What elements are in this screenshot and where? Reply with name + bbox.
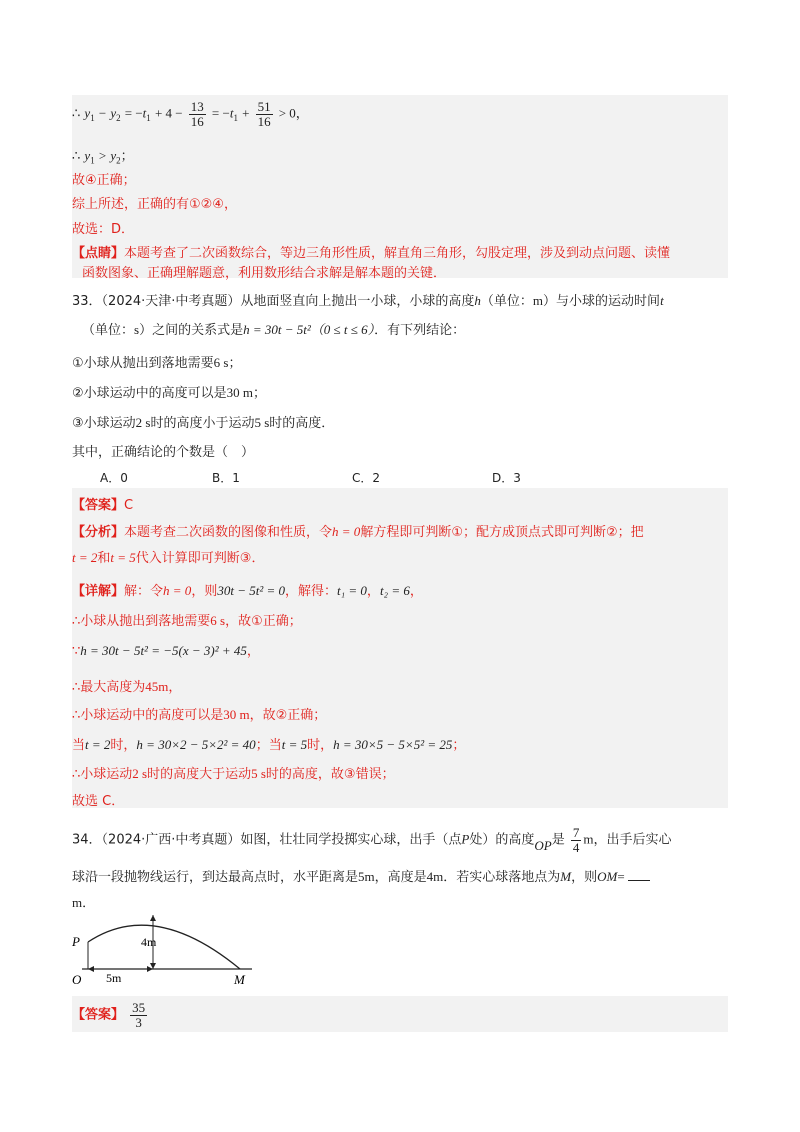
fraction-51-16: $\frac{51}{16}$ bbox=[257, 99, 271, 129]
q33-claim-2: ②小球运动中的高度可以是30 m； bbox=[72, 385, 267, 401]
q33-detail-4: ∴最大高度为45m， bbox=[72, 679, 182, 695]
comment-line-2: 函数图象、正确理解题意，利用数形结合求解是解本题的关键． bbox=[82, 266, 447, 281]
q33-detail-7: ∴小球运动2 s时的高度大于运动5 s时的高度，故③错误； bbox=[72, 766, 395, 782]
q34-stem-line-3: m． bbox=[72, 895, 96, 911]
comment-line-1: 【点睛】本题考查了二次函数综合，等边三角形性质，解直角三角形，勾股定理，涉及到动点问题、读懂 bbox=[72, 246, 671, 261]
q33-option-d: D．3 bbox=[492, 471, 521, 485]
q33-stem-line-1: 33．（2024·天津·中考真题）从地面竖直向上抛出一小球，小球的高度h（单位：m）与小球的运动时间t bbox=[72, 293, 664, 309]
inequality-line: ∴ $y_1 - y_2 = -t_1 + 4$ − $\frac{13}{16}$ = $-t_1$ + $\frac{51}{16}$ > 0， bbox=[72, 99, 309, 129]
q33-detail-5: ∴小球运动中的高度可以是30 m，故②正确； bbox=[72, 707, 327, 723]
q33-stem-line-2: （单位：s）之间的关系式是h = 30t − 5t²（0 ≤ t ≤ 6）．有下列结论： bbox=[82, 322, 466, 338]
dist-arrow-left bbox=[88, 966, 94, 972]
label-4m: 4m bbox=[141, 935, 157, 949]
q33-analysis-line-1: 【分析】本题考查二次函数的图像和性质，令h = 0解方程即可判断①；配方成顶点式即可判断②；把 bbox=[72, 524, 644, 540]
label-O: O bbox=[72, 972, 82, 987]
q33-detail-1: 【详解】解：令h = 0，则30t − 5t² = 0，解得：t₁ = 0，t₂ = 6， bbox=[72, 583, 423, 599]
parabola-figure bbox=[70, 910, 270, 990]
statement-4-correct: 故④正确； bbox=[72, 173, 136, 188]
conclusion-y-line: ∴ $y_1 > y_2$； bbox=[72, 148, 134, 166]
parabola-path bbox=[88, 925, 240, 969]
q33-claim-3: ③小球运动2 s时的高度小于运动5 s时的高度． bbox=[72, 415, 335, 431]
q33-detail-3: ∵h = 30t − 5t² = −5(x − 3)² + 45， bbox=[72, 643, 260, 659]
q33-question: 其中，正确结论的个数是（ ） bbox=[72, 445, 255, 460]
label-P: P bbox=[72, 934, 80, 949]
q33-formula: h = 30t − 5t²（0 ≤ t ≤ 6） bbox=[243, 322, 375, 337]
choice-line: 故选：D． bbox=[72, 222, 135, 237]
fraction-13-16: $\frac{13}{16}$ bbox=[190, 99, 204, 129]
label-M: M bbox=[234, 972, 245, 987]
fraction-7-4: $\frac{7}{4}$ bbox=[572, 825, 580, 855]
answer-fraction: $\frac{35}{3}$ bbox=[132, 1000, 146, 1030]
q34-answer: 【答案】 $\frac{35}{3}$ bbox=[72, 1000, 146, 1030]
height-arrow-top bbox=[150, 915, 156, 921]
q34-answer-block bbox=[72, 996, 728, 1032]
answer-blank[interactable] bbox=[628, 868, 650, 881]
q34-stem-line-2: 球沿一段抛物线运行，到达最高点时，水平距离是5m，高度是4m．若实心球落地点为M，则OM= bbox=[72, 866, 650, 885]
q33-analysis-line-2: t = 2和t = 5代入计算即可判断③． bbox=[72, 550, 265, 566]
q33-detail-8: 故选 C． bbox=[72, 794, 125, 809]
q33-detail-2: ∴小球从抛出到落地需要6 s，故①正确； bbox=[72, 613, 302, 629]
q34-stem-line-1: 34．（2024·广西·中考真题）如图，壮壮同学投掷实心球，出手（点P处）的高度OP是 $\frac{7}{4}$ m，出手后实心 bbox=[72, 825, 672, 855]
q33-answer: 【答案】C bbox=[72, 498, 134, 513]
label-5m: 5m bbox=[106, 971, 122, 985]
q33-option-b: B．1 bbox=[212, 471, 240, 485]
q33-claim-1: ①小球从抛出到落地需要6 s； bbox=[72, 355, 242, 371]
q33-option-c: C．2 bbox=[352, 471, 381, 485]
q33-option-a: A．0 bbox=[100, 471, 128, 485]
summary-line: 综上所述，正确的有①②④， bbox=[72, 197, 237, 212]
q33-detail-6: 当t = 2时，h = 30×2 − 5×2² = 40；当t = 5时，h = 30×5 − 5×5² = 25； bbox=[72, 737, 466, 753]
